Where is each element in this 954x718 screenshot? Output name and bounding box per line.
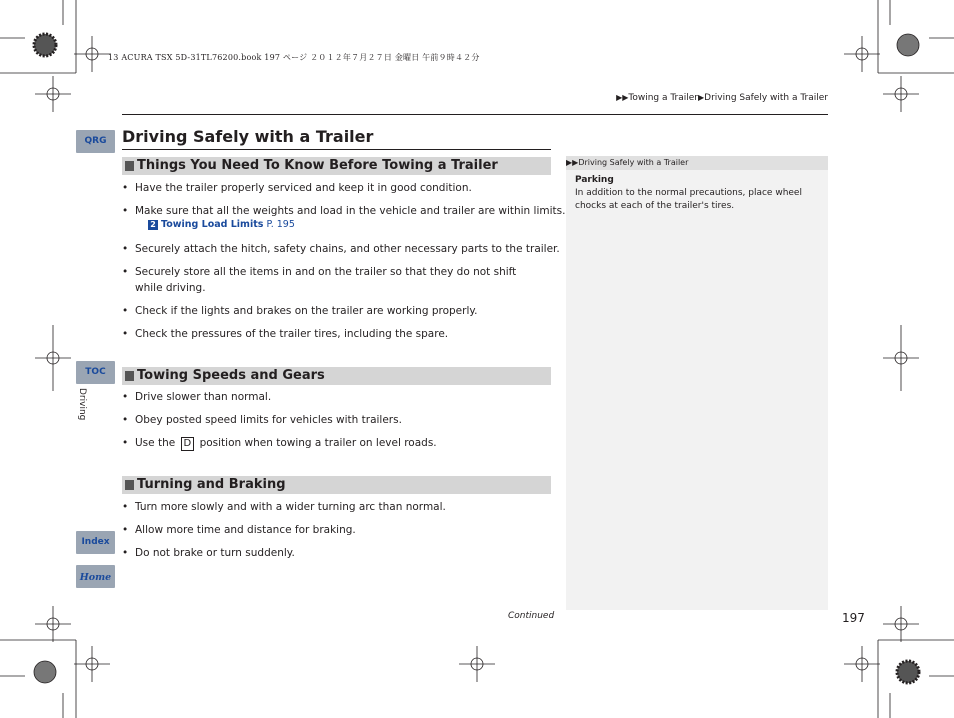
crosshair-mark <box>74 646 110 682</box>
list-item: • Drive slower than normal. <box>122 391 272 403</box>
toc-button[interactable]: TOC <box>76 361 115 384</box>
reference-icon: 2 <box>148 220 158 230</box>
breadcrumb-separator-icon: ▶ <box>698 93 705 102</box>
list-item: • Do not brake or turn suddenly. <box>122 547 295 559</box>
side-note-subheading: Parking <box>575 175 614 185</box>
crosshair-mark <box>35 606 71 642</box>
crosshair-mark <box>883 76 919 112</box>
section-heading-speeds-gears <box>122 367 551 385</box>
crosshair-mark <box>74 36 110 72</box>
list-item: • Have the trailer properly serviced and keep it in good condition. <box>122 182 472 194</box>
breadcrumb-arrow-icon: ▶▶ <box>616 93 629 102</box>
qrg-button[interactable]: QRG <box>76 130 115 153</box>
section-heading-text: Things You Need To Know Before Towing a Trailer <box>137 158 498 173</box>
crosshair-mark <box>35 76 71 112</box>
crosshair-mark <box>883 325 919 391</box>
list-item: • Turn more slowly and with a wider turning arc than normal. <box>122 501 446 513</box>
registration-disc <box>897 661 919 683</box>
registration-disc <box>34 34 56 56</box>
page-title: Driving Safely with a Trailer <box>122 127 374 146</box>
gear-d-symbol: D <box>181 437 195 451</box>
registration-disc <box>897 34 919 56</box>
list-item: • Securely attach the hitch, safety chains, and other necessary parts to the trailer. <box>122 243 560 255</box>
page-number: 197 <box>842 611 865 625</box>
section-heading-text: Turning and Braking <box>137 477 286 492</box>
reference-title: Towing Load Limits <box>161 219 264 230</box>
list-item: • Check the pressures of the trailer tires, including the spare. <box>122 328 449 340</box>
crosshair-mark <box>459 646 495 682</box>
square-bullet-icon <box>125 480 134 490</box>
crosshair-mark <box>844 646 880 682</box>
print-header: 13 ACURA TSX 5D-31TL76200.book 197 ページ ２０１２年７月２７日 金曜日 午前９時４２分 <box>108 53 480 62</box>
section-heading-text: Towing Speeds and Gears <box>137 368 325 383</box>
side-note-heading-text: Driving Safely with a Trailer <box>578 158 689 167</box>
side-note-heading <box>566 156 828 170</box>
reference-page: P. 195 <box>263 219 295 230</box>
crosshair-mark <box>35 325 71 391</box>
cross-reference-link[interactable] <box>148 219 295 230</box>
list-item: • Allow more time and distance for braking. <box>122 524 356 536</box>
crosshair-mark <box>844 36 880 72</box>
home-button[interactable] <box>76 565 115 588</box>
chapter-label: Driving <box>77 388 87 421</box>
crosshair-mark <box>883 606 919 642</box>
square-bullet-icon <box>125 161 134 171</box>
side-note-panel <box>566 156 828 610</box>
breadcrumb-item-towing[interactable]: Towing a Trailer <box>628 93 699 103</box>
header-rule <box>122 114 828 115</box>
title-rule <box>122 149 551 150</box>
square-bullet-icon <box>125 371 134 381</box>
section-heading-things-to-know <box>122 157 551 175</box>
breadcrumb <box>616 93 828 103</box>
list-item: • Obey posted speed limits for vehicles with trailers. <box>122 414 402 426</box>
list-item: • Use the D position when towing a trailer on level roads. <box>122 437 437 449</box>
index-button[interactable]: Index <box>76 531 115 554</box>
section-heading-turning-braking <box>122 476 551 494</box>
double-arrow-icon: ▶▶ <box>566 158 579 167</box>
list-item: • Securely store all the items in and on the trailer so that they do not shift while driving. <box>122 266 517 294</box>
side-note-text: In addition to the normal precautions, place wheel chocks at each of the trailer's tires. <box>575 188 802 211</box>
list-item: • Make sure that all the weights and load in the vehicle and trailer are within limits. <box>122 205 566 217</box>
list-item: • Check if the lights and brakes on the trailer are working properly. <box>122 305 478 317</box>
home-icon <box>76 565 115 588</box>
breadcrumb-item-current: Driving Safely with a Trailer <box>704 93 828 103</box>
registration-disc <box>34 661 56 683</box>
continued-label: Continued <box>508 611 555 621</box>
home-label: Home <box>79 572 112 583</box>
